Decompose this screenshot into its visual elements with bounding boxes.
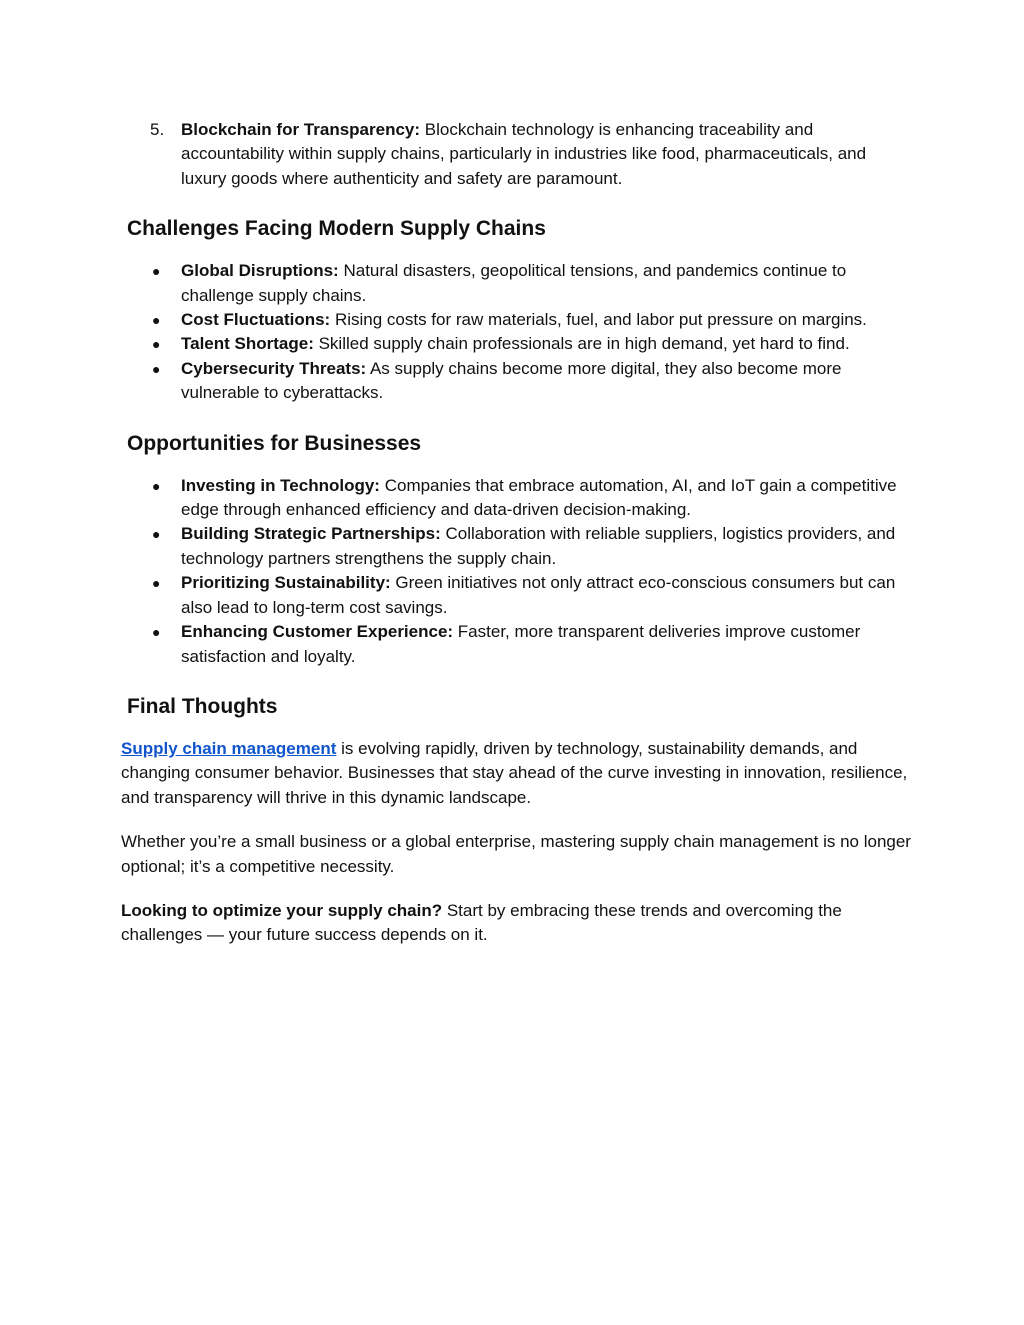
paragraph-text: is evolving rapidly, driven by technology, sustainability demands, and changing consumer behavior. Businesses that stay ahead of the curve investing in innovation, resilience, and transparency will thrive in this dynamic landscape. — [121, 738, 908, 807]
list-item-text: Rising costs for raw materials, fuel, and labor put pressure on margins. — [330, 310, 867, 330]
section-heading-challenges: Challenges Facing Modern Supply Chains — [127, 217, 546, 241]
bullet-icon: ● — [152, 575, 161, 592]
list-item-text: Faster, more transparent deliveries improve customer satisfaction and loyalty. — [181, 622, 861, 666]
list-item — [121, 571, 911, 620]
section-heading-final-thoughts: Final Thoughts — [127, 694, 278, 718]
final-paragraph-3 — [121, 899, 911, 948]
list-item-term: Blockchain for Transparency: — [181, 120, 421, 139]
bullet-icon: ● — [152, 336, 161, 353]
document-content — [121, 118, 911, 948]
list-item-text: Collaboration with reliable suppliers, logistics providers, and technology partners strengthens the supply chain. — [181, 524, 896, 568]
list-item-text: Companies that embrace automation, AI, and IoT gain a competitive edge through enhanced efficiency and data-driven decision-making. — [181, 475, 897, 520]
final-paragraph-2: Whether you’re a small business or a global enterprise, mastering supply chain management is no longer optional; it’s a competitive necessity. — [121, 832, 911, 876]
list-item — [121, 308, 911, 332]
final-paragraph-1 — [121, 737, 911, 810]
list-item — [121, 332, 911, 356]
numbered-list-item — [121, 118, 911, 191]
list-item-text: As supply chains become more digital, they also become more vulnerable to cyberattacks. — [181, 358, 842, 403]
bullet-icon: ● — [152, 312, 161, 329]
paragraph-text: Start by embracing these trends and overcoming the challenges — your future success depends on it. — [121, 900, 842, 945]
list-item-term: Cybersecurity Threats: — [181, 358, 367, 378]
list-item-term: Enhancing Customer Experience: — [181, 622, 454, 642]
bullet-icon: ● — [152, 624, 161, 641]
list-item-text: Green initiatives not only attract eco-conscious consumers but can also lead to long-term cost savings. — [181, 573, 896, 617]
bullet-icon: ● — [152, 360, 161, 377]
bullet-icon: ● — [152, 263, 161, 280]
section-heading-opportunities: Opportunities for Businesses — [127, 431, 422, 455]
call-to-action-bold: Looking to optimize your supply chain? — [121, 900, 443, 920]
supply-chain-management-link[interactable]: Supply chain management — [121, 738, 337, 758]
opportunities-list — [121, 474, 911, 669]
list-item-term: Cost Fluctuations: — [181, 310, 331, 330]
list-item-text: Blockchain technology is enhancing traceability and accountability within supply chains, particularly in industries like food, pharmaceuticals, and luxury goods where authenticity and safety are paramount. — [181, 120, 867, 188]
list-item — [121, 620, 911, 669]
list-item-term: Investing in Technology: — [181, 475, 380, 495]
challenges-list — [121, 259, 911, 405]
list-item-term: Building Strategic Partnerships: — [181, 524, 441, 544]
list-item-text: Natural disasters, geopolitical tensions, and pandemics continue to challenge supply chains. — [181, 261, 847, 305]
list-item — [121, 522, 911, 571]
list-item — [121, 259, 911, 308]
list-item — [121, 357, 911, 406]
list-item-term: Global Disruptions: — [181, 261, 339, 281]
list-number: 5. — [150, 120, 165, 139]
list-item-term: Talent Shortage: — [181, 334, 314, 354]
list-item-text: Skilled supply chain professionals are in high demand, yet hard to find. — [313, 334, 850, 354]
bullet-icon: ● — [152, 526, 161, 543]
bullet-icon: ● — [152, 477, 161, 494]
list-item — [121, 474, 911, 523]
list-item-term: Prioritizing Sustainability: — [181, 573, 391, 593]
